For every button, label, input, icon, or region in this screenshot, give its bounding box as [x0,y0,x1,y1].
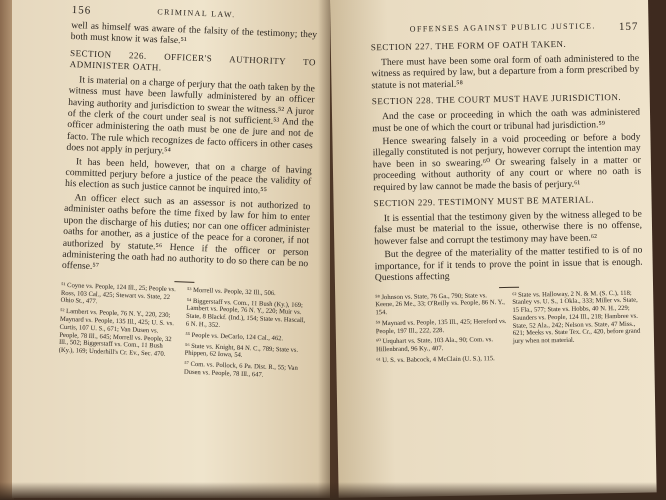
right-page-header [370,21,638,38]
left-top-lines: well as himself was aware of the falsity of the testimony; they both must know it was false.⁵¹ [70,19,318,47]
right-paragraph: There must have been some oral form of oath administered to the witness as required by law, but a departure from a form prescribed by statute is not material.⁵⁸ [371,52,640,92]
footnote-rule [174,281,194,283]
footnote: ⁶¹ U. S. vs. Babcock, 4 McClain (U. S.), 115. [376,355,495,365]
right-page-number: 157 [618,20,639,33]
footnote: ⁵² Lambert vs. People, 76 N. Y., 220, 230; Maynard vs. People, 135 Ill., 425; U. S. vs. Curtis, 107 U. S., 671; Van Dusen vs. People, 78 Ill., 645; Morrell vs. People, 32 Ill., 502; Biggerstaff vs. Com., 11 Bush (Ky.), 169; Underhill's Cr. Ev., Sec. 470. [58,307,175,358]
section-228-heading: SECTION 228. THE COURT MUST HAVE JURISDICTION. [371,92,622,107]
footnote: ⁵³ Morrell vs. People, 32 Ill., 506. [186,286,276,297]
footnote: ⁶⁰ Urquhart vs. State, 103 Ala., 90; Com. vs. Hillenbrand, 96 Ky., 407. [375,336,494,354]
right-paragraph: Hence swearing falsely in a void proceeding or before a body illegally constituted is not perjury, however corrupt the intention may have been in so swearing.⁶⁰ Or swearing falsely in a matter or proceeding without authority of any court or where no oath is required by law cannot be made the basis of perjury.⁶¹ [372,131,642,193]
footnote: ⁵⁵ People vs. DeCarlo, 124 Cal., 462. [185,331,284,343]
left-footnotes [58,282,307,384]
left-running-head: CRIMINAL LAW. [157,7,236,20]
left-page [12,0,330,498]
right-paragraph: And the case or proceeding in which the oath was administered must be one of which the court or tribunal had jurisdiction.⁵⁹ [372,106,641,134]
footnote: ⁵⁷ Com. vs. Pollock, 6 Pa. Dist. R., 55; Van Dusen vs. People, 78 Ill., 647. [183,360,298,379]
footnote: ⁵⁴ Biggerstaff vs. Com., 11 Bush (Ky.), 169; Lambert vs. People, 76 N. Y., 220; Muir vs. State, 8 Blackf. (Ind.), 154; State vs. Hascall, 6 N. H., 352. [185,297,306,329]
left-page-number: 156 [71,4,92,17]
footnote: ⁵⁶ State vs. Knight, 84 N. C., 789; State vs. Phippen, 62 Iowa, 54. [184,342,299,360]
section-226-heading: SECTION 226. OFFICER'S AUTHORITY TO ADMINISTER OATH. [69,47,317,73]
right-footnotes [375,289,644,368]
left-paragraph-1: It is material on a charge of perjury that the oath taken by the witness must have been lawfully administered by an officer having authority and jurisdiction to swear the witness.⁵² A juror of the clerk of the court under seal is not sufficient.⁵³ And the officer administering the oath must be one de jure and not de facto. The rule which recognizes de facto officers in other cases does not apply in perjury.⁵⁴ [66,74,316,158]
left-paragraph-2: It has been held, however, that on a charge of having committed perjury before a justice of the peace the validity of his election as such justice cannot be inquired into.⁵⁵ [64,155,312,198]
left-paragraph-3: An officer elect such as an assessor is not authorized to administer oaths before the time fixed by law for him to enter upon the discharge of his duties; nor can one officer administer oaths for another, as a justice of the peace for a coroner, if not authorized by statute.⁵⁶ Hence if the officer or person administering the oath had no authority to do so there can be no offense.⁵⁷ [61,192,311,273]
right-paragraph: But the degree of the materiality of the matter testified to is of no importance, for if it tends to prove the point in issue that is enough. Questions affecting [374,244,643,284]
footnote-rule [499,286,519,287]
footnote: ⁵¹ Coyne vs. People, 124 Ill., 25; People vs. Ross, 103 Cal., 425; Stewart vs. State, 22 Ohio St., 477. [60,281,176,306]
right-running-head: OFFENSES AGAINST PUBLIC JUSTICE. [409,21,596,34]
section-227-heading: SECTION 227. THE FORM OF OATH TAKEN. [370,38,567,53]
footnote: ⁶² State vs. Halloway, 2 N. & M. (S. C.), 118; Stanley vs. U. S., 1 Okla., 333; Miller vs. State, 15 Fla., 577; State vs. Hobbs, 40 N. H., 229; Saunders vs. People, 124 Ill., 218; Hambree vs. State, 52 Ala., 242; Nelson vs. State, 47 Miss., 621; Meeks vs. State Tex. Cr., 420, before grand jury when not material. [512,289,641,346]
right-paragraph: It is essential that the testimony given by the witness alleged to be false must be material to the issue, otherwise there is no offense, however false and corrupt the testimony may have been.⁶² [373,208,643,248]
right-page [330,0,657,498]
bottom-shadow [0,482,666,500]
section-229-heading: SECTION 229. TESTIMONY MUST BE MATERIAL. [373,194,595,209]
footnote: ⁵⁸ Johnson vs. State, 76 Ga., 790; State vs. Keene, 26 Me., 33; O'Reilly vs. People, 86 N. Y., 154. [375,291,505,317]
footnote: ⁵⁹ Maynard vs. People, 135 Ill., 425; Hereford vs. People, 197 Ill., 222, 228. [375,317,507,335]
